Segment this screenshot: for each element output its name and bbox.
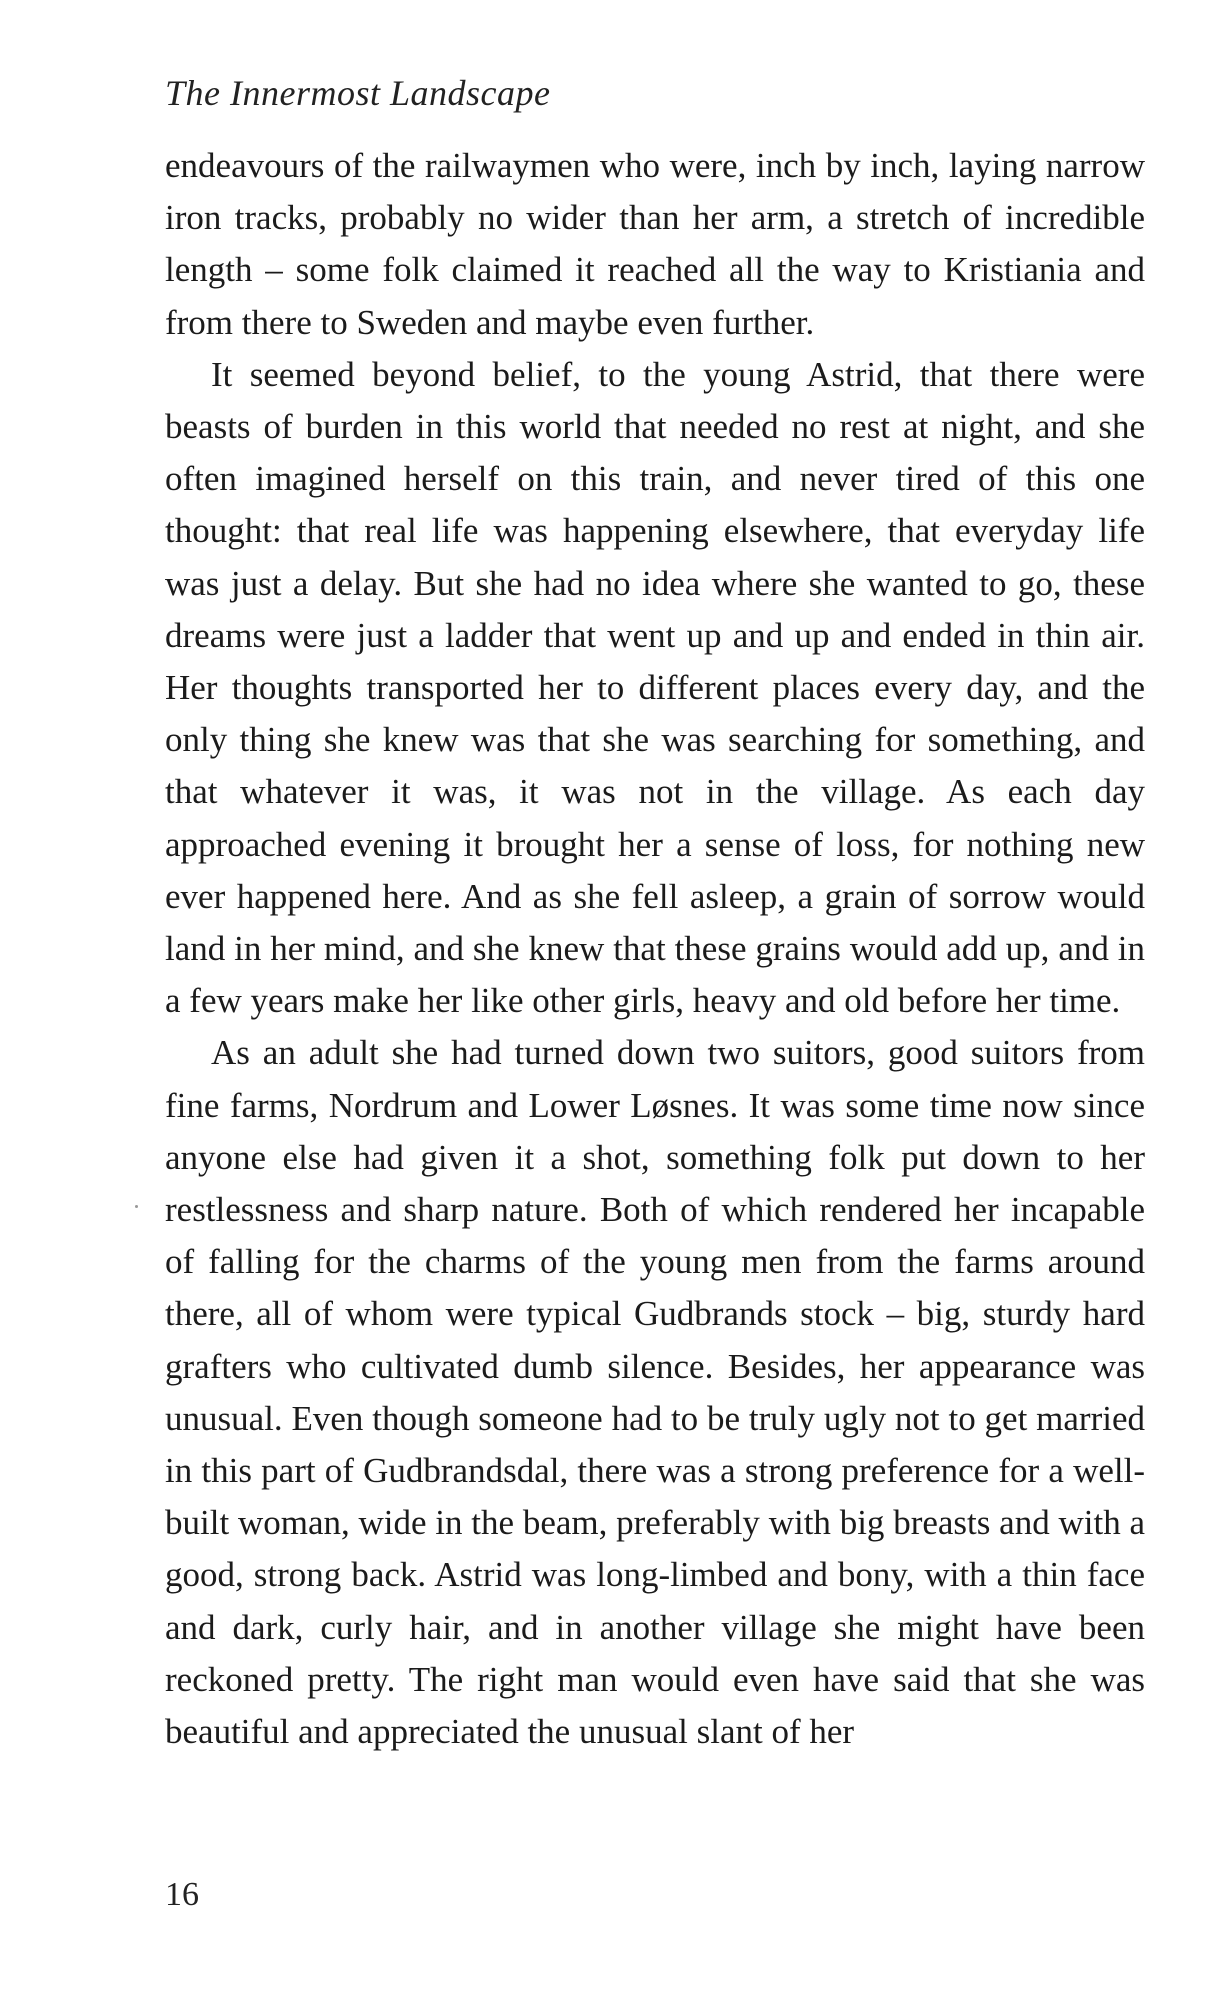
running-head: The Innermost Landscape bbox=[165, 73, 551, 113]
paragraph-1: endeavours of the railwaymen who were, inch by inch, laying narrow iron tracks, probably no wider than her arm, a stretch of incredible length – some folk claimed it reached all the way to Kristiania and from there to Sweden and maybe even further. bbox=[165, 146, 1145, 342]
body-text bbox=[165, 140, 1145, 1758]
margin-speck bbox=[135, 1205, 138, 1208]
paragraph-2: It seemed beyond belief, to the young Astrid, that there were beasts of burden in this world that needed no rest at night, and she often imagined herself on this train, and never tired of this one thought: that real life was happening elsewhere, that everyday life was just a delay. But she had no idea where she wanted to go, these dreams were just a ladder that went up and up and ended in thin air. Her thoughts transported her to different places every day, and the only thing she knew was that she was searching for something, and that whatever it was, it was not in the village. As each day approached evening it brought her a sense of loss, for nothing new ever happened here. And as she fell asleep, a grain of sorrow would land in her mind, and she knew that these grains would add up, and in a few years make her like other girls, heavy and old before her time. bbox=[165, 354, 1145, 1021]
paragraph-3: As an adult she had turned down two suitors, good suitors from fine farms, Nordrum and Lower Løsnes. It was some time now since anyone else had given it a shot, something folk put down to her restlessness and sharp nature. Both of which rendered her incapable of falling for the charms of the young men from the farms around there, all of whom were typical Gudbrands stock – big, sturdy hard grafters who cultivated dumb silence. Besides, her appearance was unusual. Even though someone had to be truly ugly not to get married in this part of Gudbrandsdal, there was a strong preference for a well-built woman, wide in the beam, preferably with big breasts and with a good, strong back. Astrid was long-limbed and bony, with a thin face and dark, curly hair, and in another village she might have been reckoned pretty. The right man would even have said that she was beautiful and appreciated the unusual slant of her bbox=[165, 1033, 1145, 1752]
page-number: 16 bbox=[165, 1876, 199, 1913]
